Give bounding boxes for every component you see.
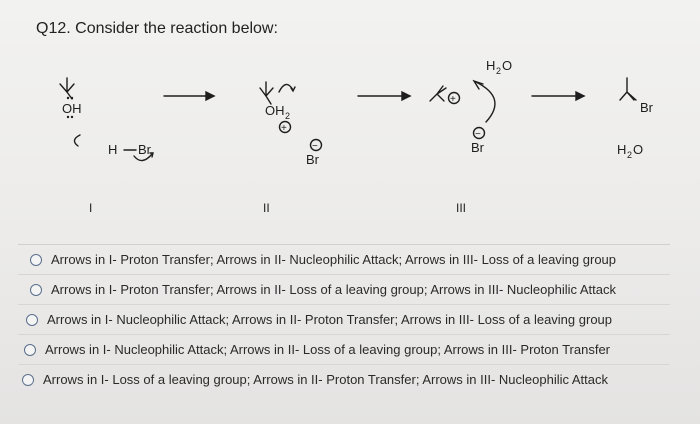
answer-option-2[interactable] [18,274,670,304]
answer-option-label: Arrows in I- Loss of a leaving group; Arrows in II- Proton Transfer; Arrows in III- Nucleophilic Attack [43,372,609,387]
hbr-h-label: H [108,142,118,157]
molecule-1-oh-label: OH [62,101,82,116]
oxonium-oh-label: OH [265,103,285,118]
molecule-1-skeleton [60,78,74,99]
oxonium-charge: + [281,123,287,134]
oxonium-subscript: 2 [285,111,291,121]
radio-button[interactable] [30,284,42,296]
molecule-2-skeleton [260,82,273,104]
water-bottom-sub: 2 [627,150,633,160]
question-title: Q12. Consider the reaction below: [36,20,278,37]
radio-button[interactable] [30,254,42,266]
radio-button[interactable] [22,374,34,386]
answer-option-label: Arrows in I- Nucleophilic Attack; Arrows in II- Proton Transfer; Arrows in III- Loss of a leaving group [47,312,613,327]
molecule-4-skeleton [620,78,636,100]
bromide-1-label: Br [306,152,319,167]
radio-button[interactable] [24,344,36,356]
hbr-br-label: Br [138,142,151,157]
bromide-1-charge: − [312,141,318,152]
answer-option-1[interactable] [18,244,670,274]
bromide-2-label: Br [471,140,484,155]
answer-option-4[interactable] [18,334,670,364]
curved-arrow-i-a [74,135,80,146]
water-bottom-h: H [617,142,627,157]
answer-option-label: Arrows in I- Proton Transfer; Arrows in II- Loss of a leaving group; Arrows in III- Nucleophilic Attack [51,282,617,297]
radio-button[interactable] [26,314,38,326]
water-top-o: O [502,58,513,73]
molecule-3-skeleton [430,86,446,101]
answer-option-label: Arrows in I- Proton Transfer; Arrows in II- Nucleophilic Attack; Arrows in III- Loss of a leaving group [51,252,617,267]
answer-choices [18,244,670,394]
bromide-2-charge: − [475,129,481,140]
water-top-h: H [486,58,496,73]
water-bottom-o: O [633,142,644,157]
product-br-label: Br [640,100,653,115]
answer-option-3[interactable] [18,304,670,334]
answer-option-label: Arrows in I- Nucleophilic Attack; Arrows in II- Loss of a leaving group; Arrows in III- Proton Transfer [45,342,611,357]
step-label-iii: III [456,201,467,215]
step-label-i: I [89,201,93,215]
water-top-sub: 2 [496,66,502,76]
step-label-ii: II [263,201,270,215]
carbocation-charge: + [450,94,456,105]
answer-option-5[interactable] [18,364,670,394]
